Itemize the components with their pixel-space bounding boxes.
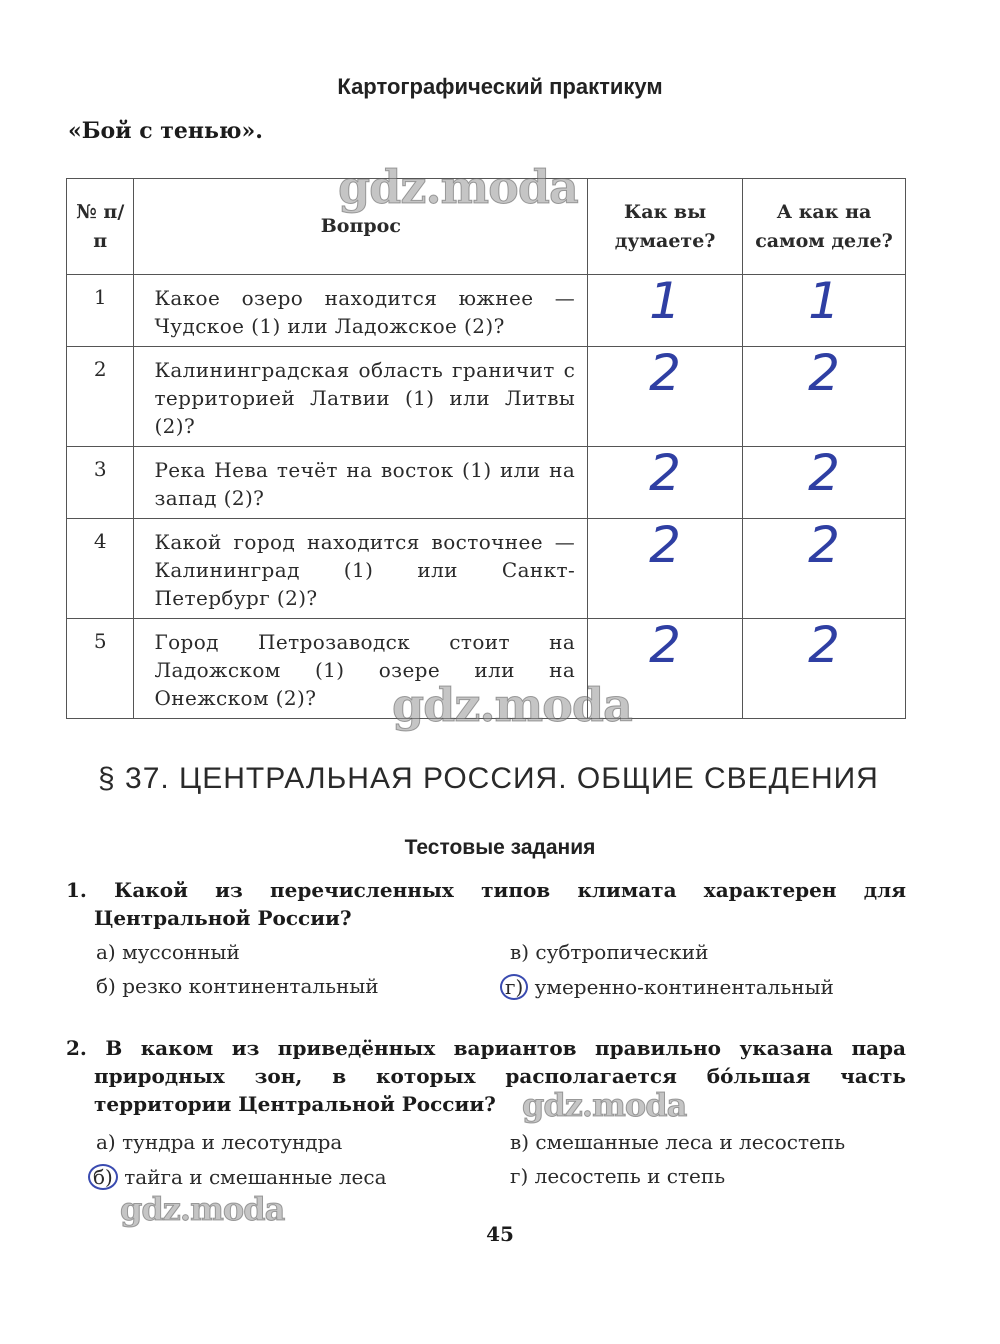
test-question-2: 2. В каком из приведённых вариантов правильно указана пара природных зон, в которых располагается бо́льшая часть территории Центральной России? [66,1036,906,1116]
row-question: Какое озеро находится южнее — Чудское (1) или Ладожское (2)? [134,275,588,347]
option-letter: б) [96,974,116,998]
watermark: gdz.moda [522,1086,687,1124]
option-g-selected [506,974,834,1000]
option-text: тундра и лесотундра [122,1130,343,1154]
row-question: Калининградская область граничит с территорией Латвии (1) или Литвы (2)? [134,347,588,447]
table-row [67,347,906,447]
option-text: смешанные леса и лесостепь [535,1130,846,1154]
option-g [510,1164,725,1188]
watermark: gdz.moda [392,678,632,732]
row-number: 4 [67,519,134,619]
option-b-selected [94,1164,387,1190]
table-row [67,519,906,619]
header-number: № п/п [67,179,134,275]
table-row [67,447,906,519]
row-actual-answer: 2 [742,519,905,619]
row-guess-answer: 2 [588,347,743,447]
option-letter: г) [510,1164,529,1188]
practicum-table [66,178,906,719]
option-b [96,974,379,998]
header-actual: А как на самом деле? [742,179,905,275]
row-guess-answer: 1 [588,275,743,347]
watermark: gdz.moda [338,160,578,214]
option-text: лесостепь и степь [534,1164,726,1188]
row-guess-answer: 2 [588,619,743,719]
row-number: 1 [67,275,134,347]
option-text: субтропический [535,940,709,964]
option-v [510,940,708,964]
option-v [510,1130,845,1154]
row-actual-answer: 2 [742,619,905,719]
option-text: муссонный [122,940,240,964]
row-actual-answer: 2 [742,347,905,447]
row-actual-answer: 1 [742,275,905,347]
row-question: Город Петрозаводск стоит на Ладожском (1) озере или на Онежском (2)? [134,619,588,719]
section-caption: Картографический практикум [337,74,663,99]
row-number: 3 [67,447,134,519]
selected-answer-circle: г) [500,974,528,1000]
page-number: 45 [486,1222,514,1246]
row-number: 5 [67,619,134,719]
row-question: Какой город находится восточнее — Калининград (1) или Санкт-Петербург (2)? [134,519,588,619]
selected-answer-circle: б) [88,1164,118,1190]
row-guess-answer: 2 [588,447,743,519]
header-question: Вопрос [134,179,588,275]
option-text: резко континентальный [122,974,379,998]
test-question-1: 1. Какой из перечисленных типов климата характерен для Центральной России? [66,878,906,930]
option-text: тайга и смешанные леса [124,1165,387,1189]
exercise-subtitle: «Бой с тенью». [68,118,263,144]
option-a [96,940,240,964]
watermark: gdz.moda [120,1190,285,1228]
row-number: 2 [67,347,134,447]
paragraph-title: § 37. ЦЕНТРАЛЬНАЯ РОССИЯ. ОБЩИЕ СВЕДЕНИЯ [98,762,879,795]
table-row [67,275,906,347]
option-letter: в) [510,940,530,964]
option-letter: а) [96,940,116,964]
test-caption: Тестовые задания [404,836,596,859]
row-guess-answer: 2 [588,519,743,619]
row-actual-answer: 2 [742,447,905,519]
option-letter: в) [510,1130,530,1154]
option-a [96,1130,342,1154]
option-text: умеренно-континентальный [534,975,834,999]
row-question: Река Нева течёт на восток (1) или на запад (2)? [134,447,588,519]
option-letter: а) [96,1130,116,1154]
header-guess: Как вы думаете? [588,179,743,275]
